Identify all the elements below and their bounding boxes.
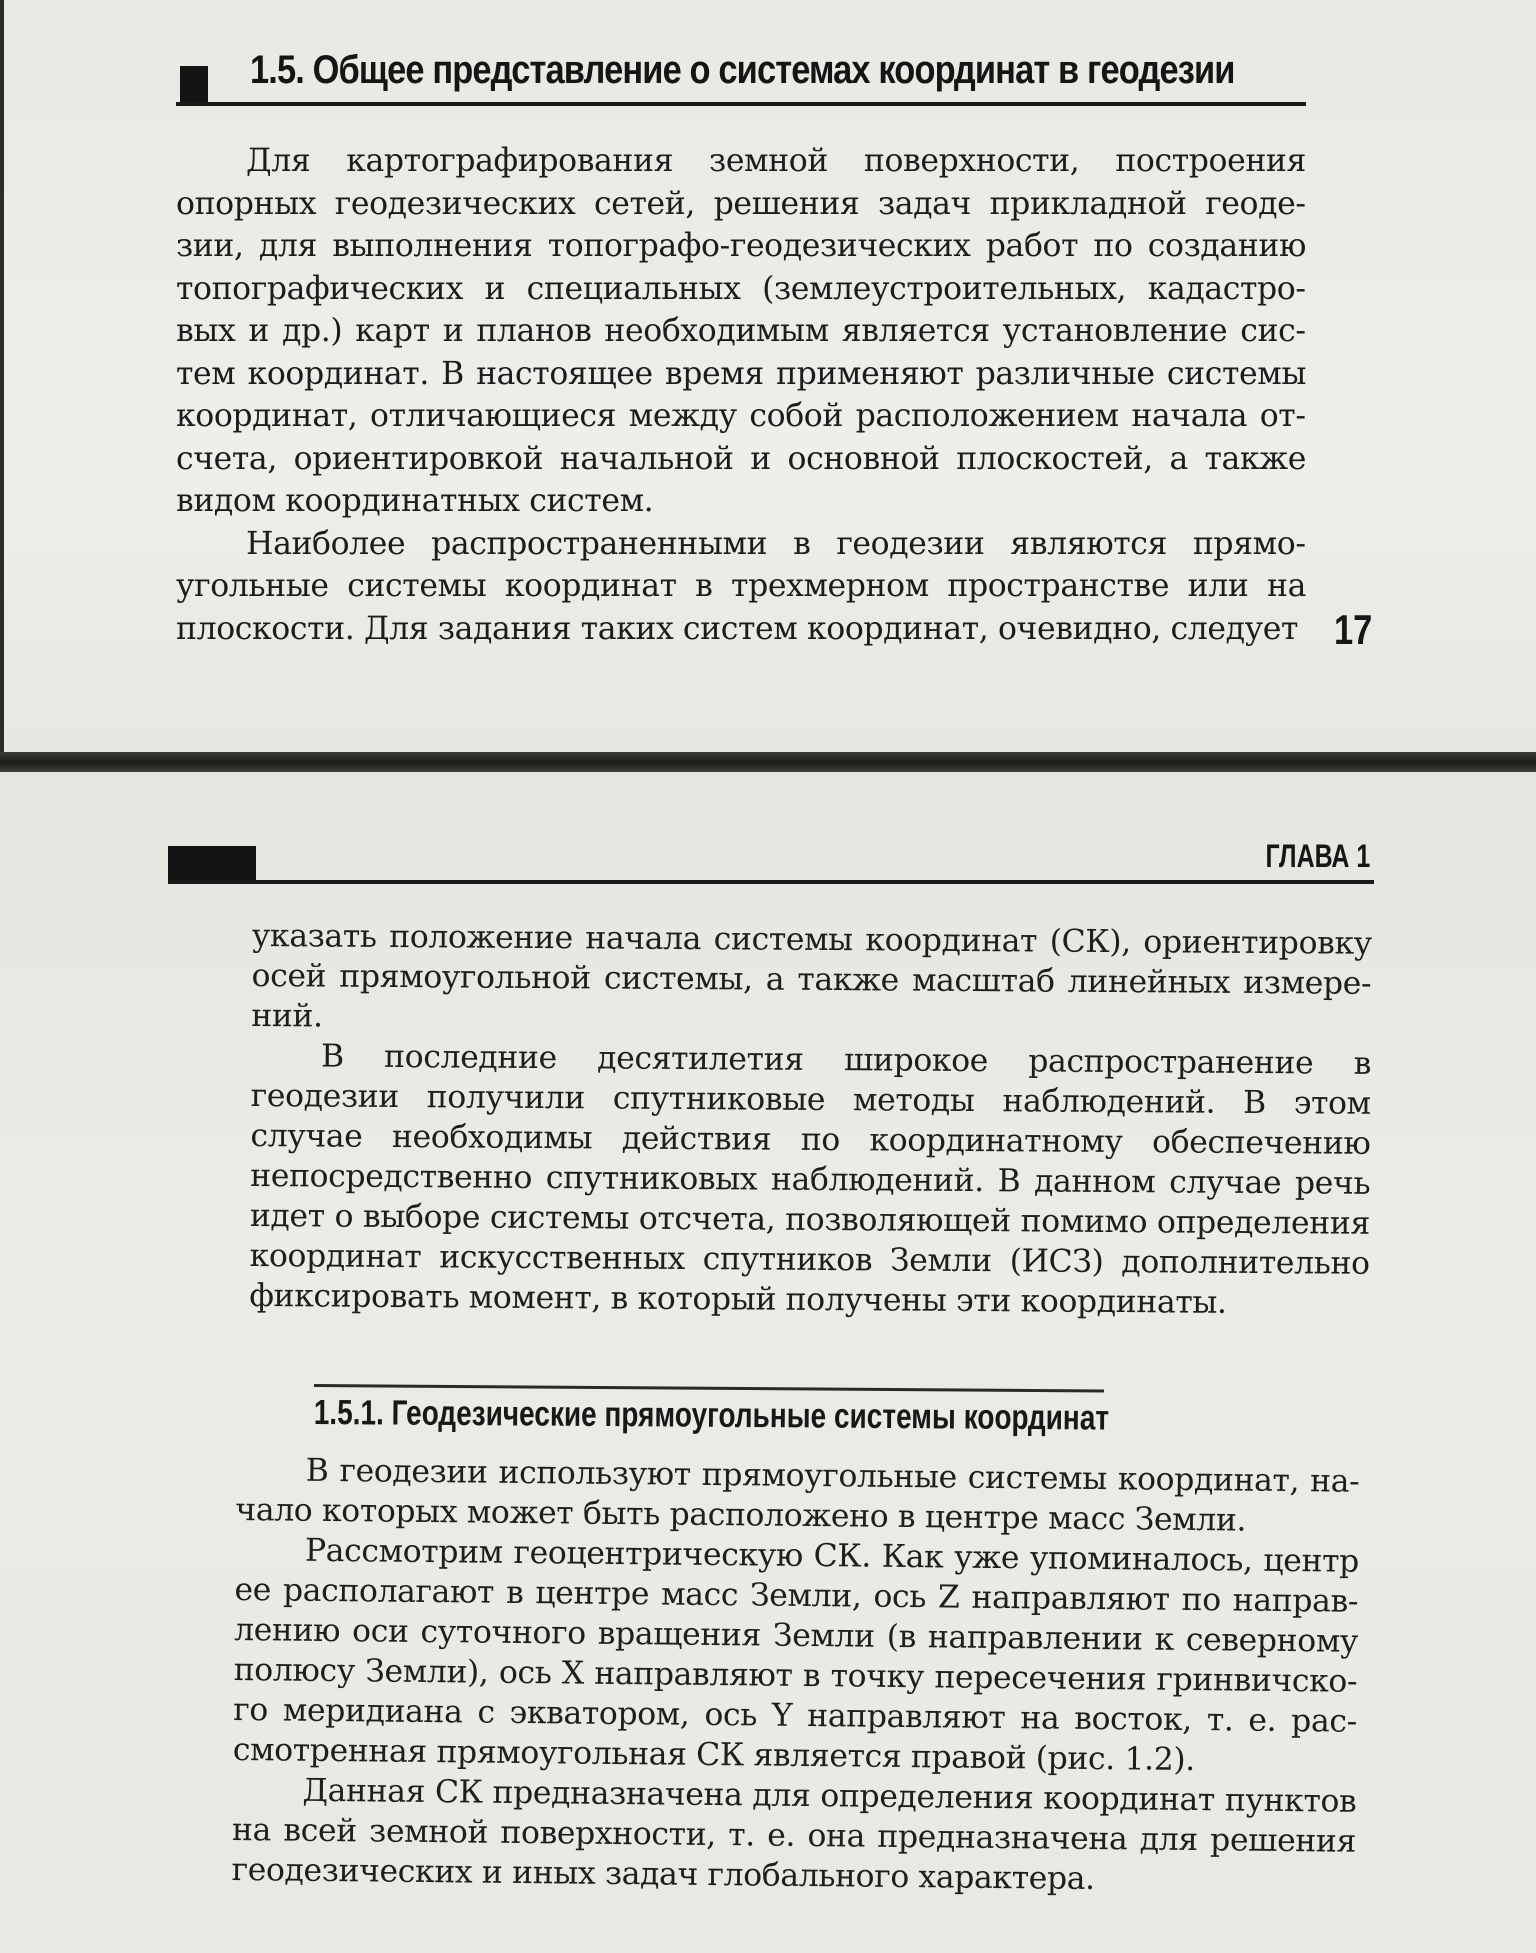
subsection-title: 1.5.1. Геодезические прямоугольные системы координат (313, 1392, 1110, 1438)
book-page-17 (4, 0, 1536, 752)
header-marker-block (168, 846, 256, 880)
paragraph: Данная СК предназначена для определения координат пунктов на всей земной поверхности, т. е. она предназначена для решения геодезических и иных задач глобального характера. (231, 1772, 1357, 1898)
paragraph: В последние десятилетия широкое распространение в геодезии получили спутниковые методы наблюдений. В этом случае необходимы действия по координатному обеспечению непосредственно спутниковых наблюдений. В данном случае речь идет о выборе системы отсчета, позволяющей помимо определения координат искусственных спутников Земли (ИСЗ) дополнительно фиксировать момент, в который получены эти координаты. (249, 1038, 1372, 1321)
subsection-header (313, 1384, 1110, 1438)
paragraph: Для картографирования земной поверхности, построения опорных геодезических сетей, решения задач прикладной геодезии, для выполнения топографо-геодезических работ по созданию топографических и специальных (землеустроительных, кадастровых и др.) карт и планов необходимым является установление систем координат. В настоящее время применяют различные системы координат, отличающиеся между собой расположением начала отсчета, ориентировкой начальной и основной плоскостей, а также видом координатных систем. (176, 143, 1306, 519)
page-gap (0, 752, 1536, 772)
book-page-18 (0, 772, 1536, 1953)
paragraph: В геодезии используют прямоугольные системы координат, начало которых может быть расположено в центре масс Земли. (235, 1452, 1360, 1539)
section-header (176, 48, 1306, 106)
body-text-top (176, 140, 1306, 650)
header-marker-block (180, 66, 208, 102)
section-title: 1.5. Общее представление о системах координат в геодезии (250, 48, 1235, 92)
running-header (168, 832, 1374, 884)
chapter-label: ГЛАВА 1 (1265, 838, 1370, 874)
page-number: 17 (1334, 606, 1373, 653)
body-text-lower (231, 1450, 1360, 1902)
body-text-upper (249, 916, 1372, 1324)
paragraph: указать положение начала системы координат (СК), ориентировку осей прямоугольной системы, а также масштаб линейных измерений. (251, 917, 1372, 1035)
paragraph: Рассмотрим геоцентрическую СК. Как уже упоминалось, центр ее располагают в центре масс Земли, ось Z направляют по направлению оси суточного вращения Земли (в направлении к северному полюсу Земли), ось X направляют в точку пересечения гринвичского меридиана с экватором, ось Y направляют на восток, т. е. рассмотренная прямоугольная СК является правой (рис. 1.2). (232, 1532, 1360, 1779)
paragraph: Наиболее распространенными в геодезии являются прямоугольные системы координат в трехмерном пространстве или на плоскости. Для задания таких систем координат, очевидно, следует (176, 525, 1306, 647)
